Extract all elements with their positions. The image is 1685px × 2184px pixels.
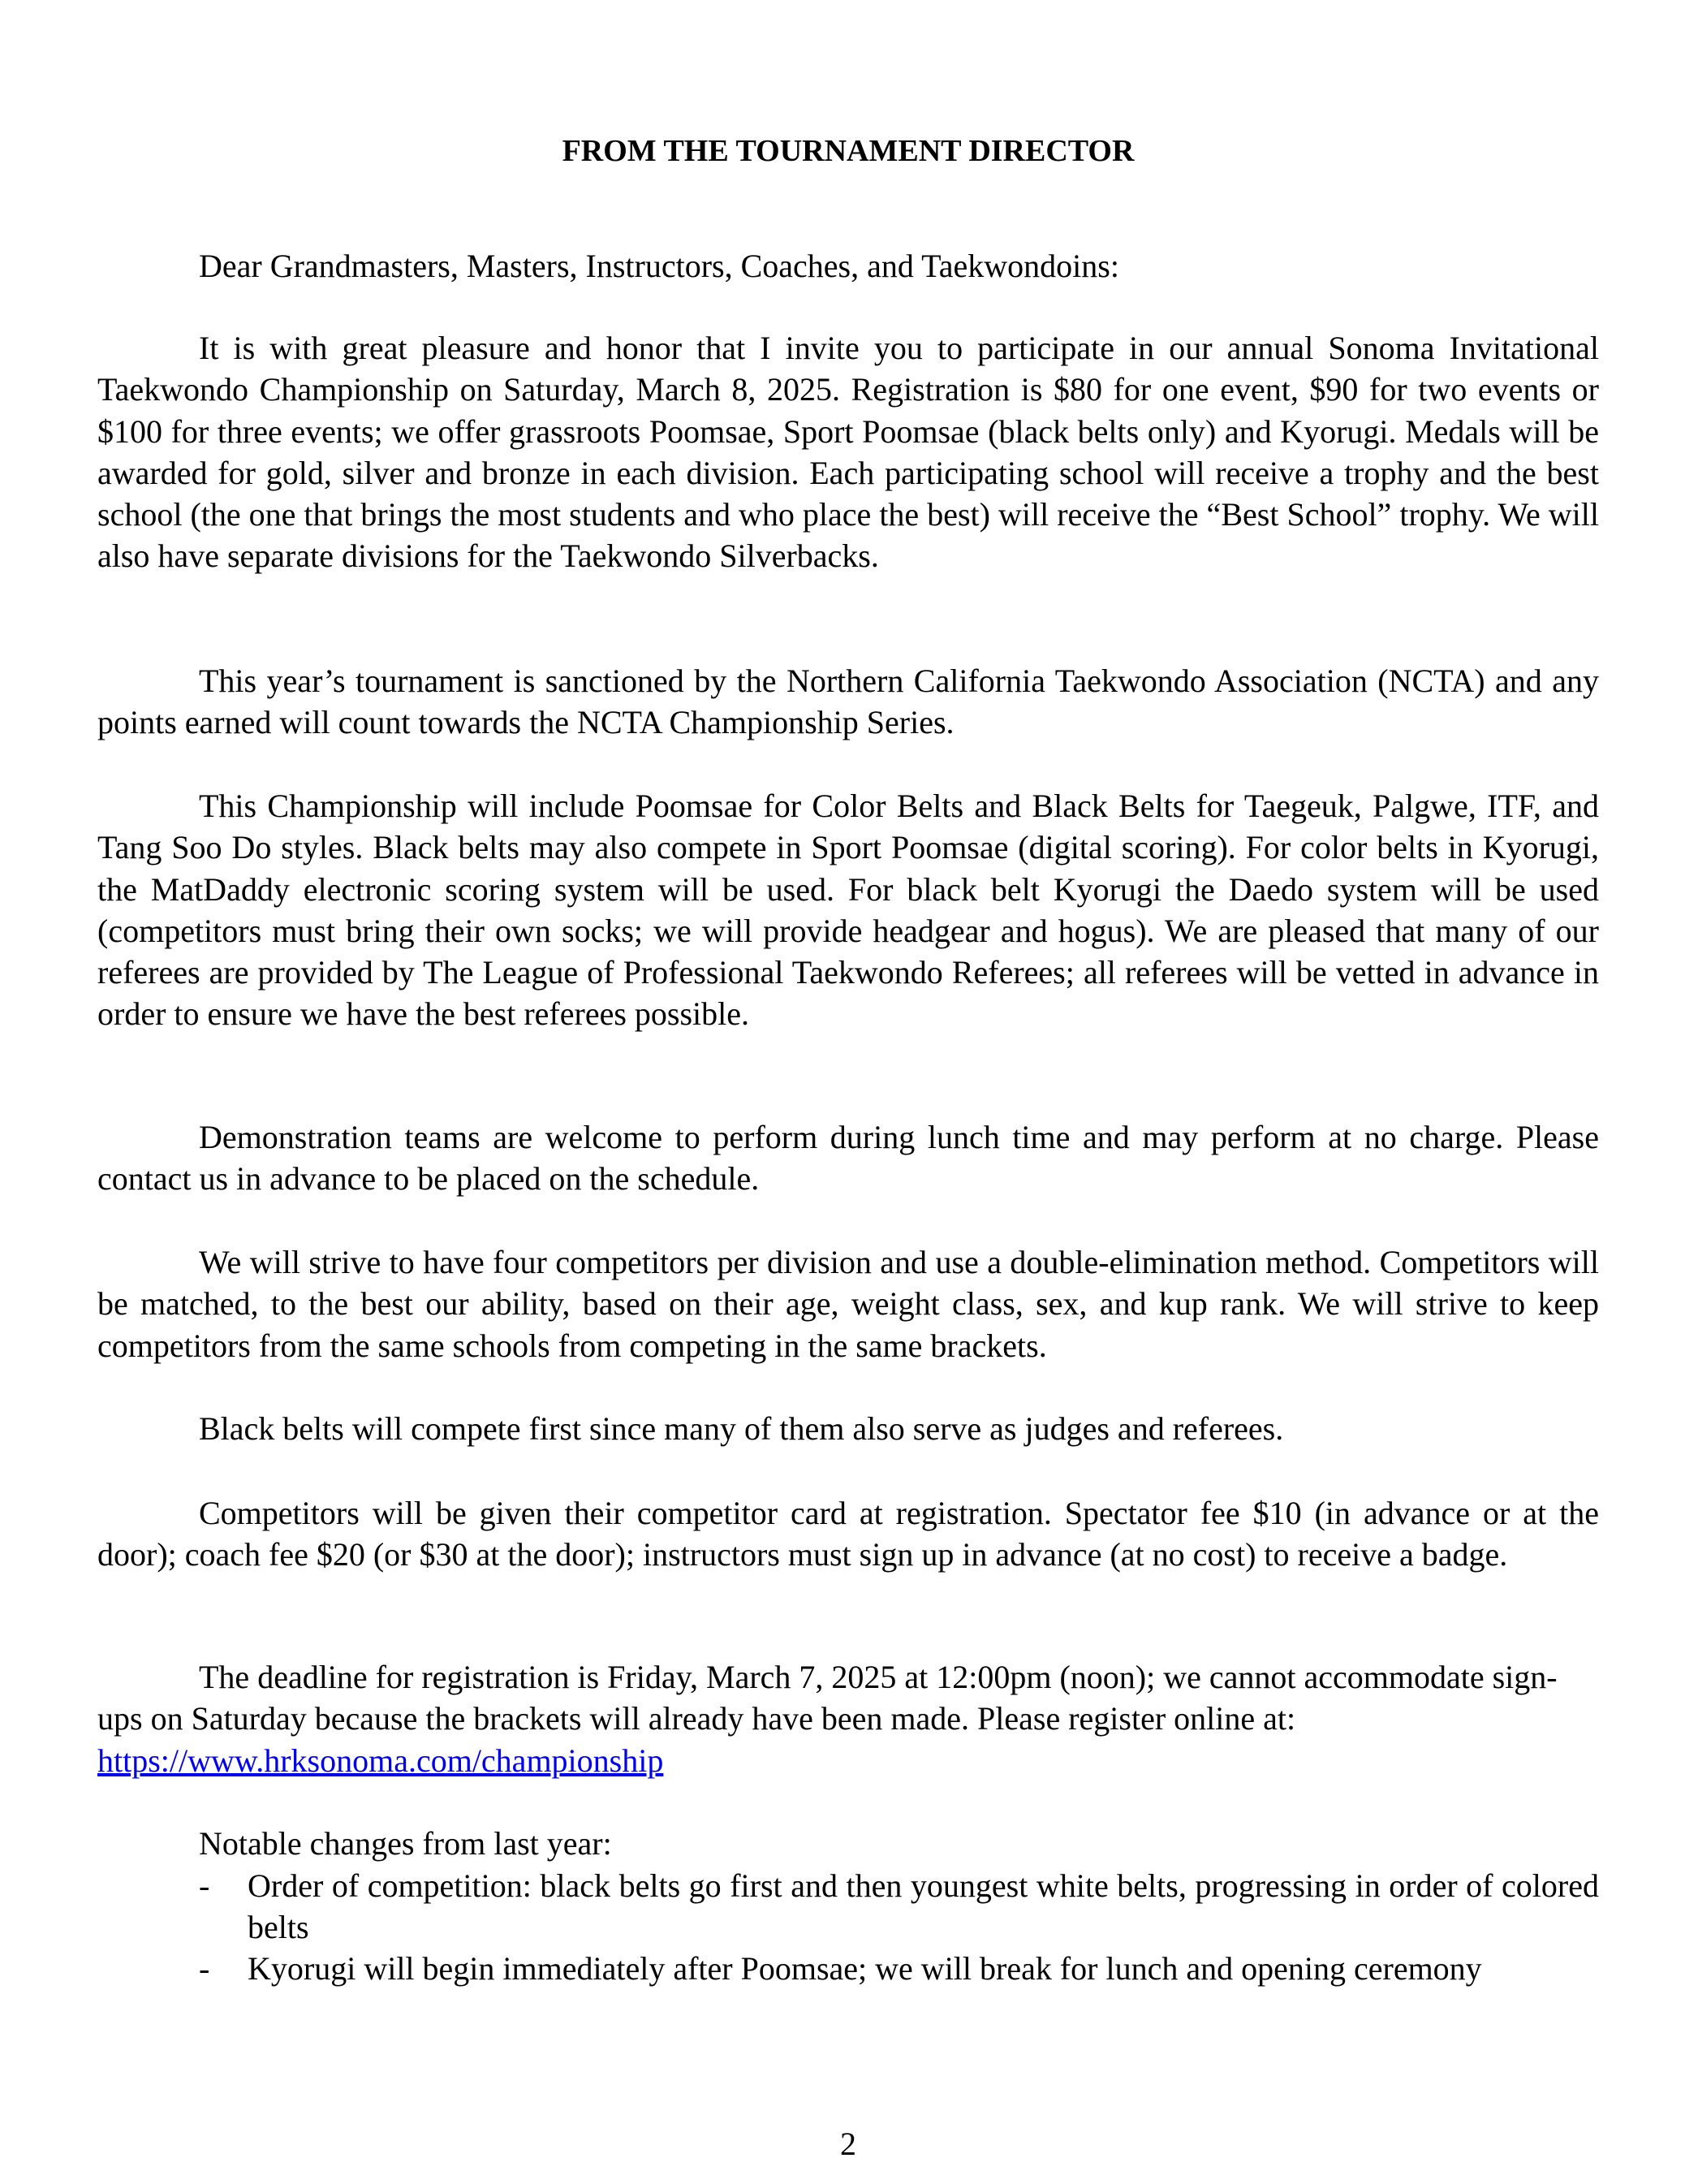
bullet-dash: -: [199, 1950, 210, 1987]
list-item-text: Order of competition: black belts go first and then youngest white belts, progressing in order of colored belts: [248, 1867, 1599, 1946]
registration-link[interactable]: https://www.hrksonoma.com/championship: [97, 1742, 664, 1779]
salutation: Dear Grandmasters, Masters, Instructors, Coaches, and Taekwondoins:: [199, 248, 1119, 284]
paragraph-divisions: We will strive to have four competitors per division and use a double-elimination method. Competitors will be matched, to the best our ability, based on their age, weight class, sex, and kup rank. We will strive to keep competitors from the same schools from competing in the same brackets.: [97, 1244, 1599, 1364]
paragraph-black-belts: Black belts will compete first since many of them also serve as judges and referees.: [199, 1410, 1284, 1447]
paragraph-events: This Championship will include Poomsae for Color Belts and Black Belts for Taegeuk, Palgwe, ITF, and Tang Soo Do styles. Black belts may also compete in Sport Poomsae (digital scoring). For color belts in Kyorugi, the MatDaddy electronic scoring system will be used. For black belt Kyorugi the Daedo system will be used (competitors must bring their own socks; we will provide headgear and hogus). We are pleased that many of our referees are provided by The League of Professional Taekwondo Referees; all referees will be vetted in advance in order to ensure we have the best referees possible.: [97, 788, 1599, 1033]
paragraph-invitation: It is with great pleasure and honor that I invite you to participate in our annual Sonoma Invitational Taekwondo Championship on Saturday, March 8, 2025. Registration is $80 for one event, $90 for two events or $100 for three events; we offer grassroots Poomsae, Sport Poomsae (black belts only) and Kyorugi. Medals will be awarded for gold, silver and bronze in each division. Each participating school will receive a trophy and the best school (the one that brings the most students and who place the best) will receive the “Best School” trophy. We will also have separate divisions for the Taekwondo Silverbacks.: [97, 330, 1599, 575]
paragraph-fees: Competitors will be given their competitor card at registration. Spectator fee $10 (in advance or at the door); coach fee $20 (or $30 at the door); instructors must sign up in advance (at no cost) to receive a badge.: [97, 1495, 1599, 1573]
paragraph-demonstration: Demonstration teams are welcome to perform during lunch time and may perform at no charge. Please contact us in advance to be placed on the schedule.: [97, 1119, 1599, 1198]
bullet-dash: -: [199, 1867, 210, 1904]
list-item-text: Kyorugi will begin immediately after Poomsae; we will break for lunch and opening ceremony: [248, 1950, 1482, 1987]
deadline-text: The deadline for registration is Friday, March 7, 2025 at 12:00pm (noon); we cannot accommodate sign-ups on Saturday because the brackets will already have been made. Please register online at:: [97, 1659, 1558, 1737]
notable-changes-heading: Notable changes from last year:: [199, 1825, 612, 1862]
paragraph-sanction: This year’s tournament is sanctioned by the Northern California Taekwondo Association (NCTA) and any points earned will count towards the NCTA Championship Series.: [97, 663, 1599, 741]
page-number: 2: [840, 2126, 856, 2162]
page-title: FROM THE TOURNAMENT DIRECTOR: [562, 134, 1135, 168]
paragraph-deadline: [97, 1656, 1599, 1781]
